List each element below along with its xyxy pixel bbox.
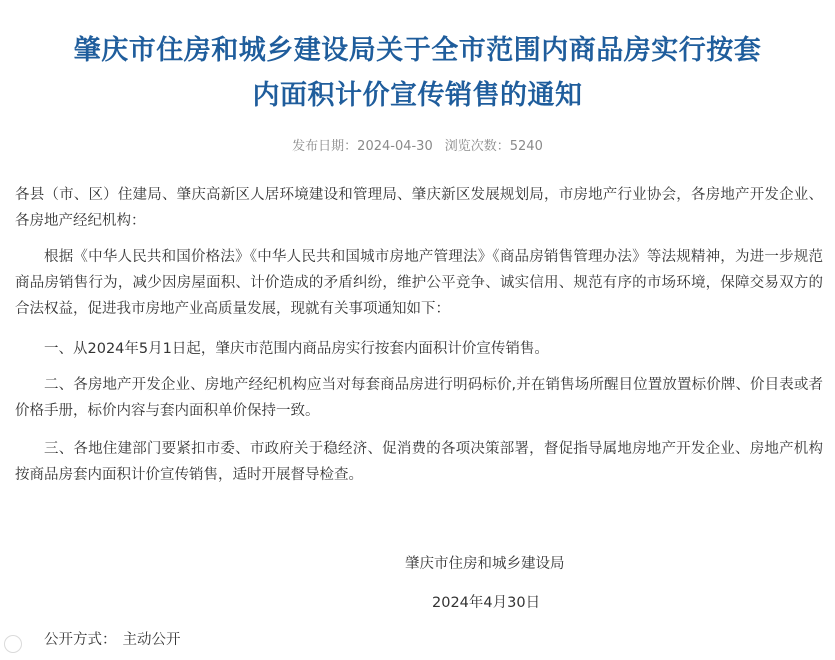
article-meta xyxy=(0,137,835,157)
article-title-line-1: 肇庆市住房和城乡建设局关于全市范围内商品房实行按套 xyxy=(73,35,762,66)
issue-date: 2024年4月30日 xyxy=(432,595,541,611)
issuer-signature: 肇庆市住房和城乡建设局 xyxy=(405,556,565,572)
disclosure-label: 公开方式： xyxy=(44,632,117,648)
article-title xyxy=(0,28,835,118)
view-count-value: 5240 xyxy=(509,139,543,154)
article-title-line-2: 内面积计价宣传销售的通知 xyxy=(252,80,583,111)
item-paragraph-2: 二、各房地产开发企业、房地产经纪机构应当对每套商品房进行明码标价,并在销售场所醒目位置放置标价牌、价目表或者价格手册，标价内容与套内面积单价保持一致。 xyxy=(15,377,823,419)
item-paragraph-1: 一、从2024年5月1日起，肇庆市范围内商品房实行按套内面积计价宣传销售。 xyxy=(44,341,549,357)
watermark-icon xyxy=(4,635,22,653)
recipients-paragraph: 各县（市、区）住建局、肇庆高新区人居环境建设和管理局、肇庆新区发展规划局，市房地产行业协会，各房地产开发企业、各房地产经纪机构： xyxy=(15,187,823,229)
publish-date-value: 2024-04-30 xyxy=(357,139,433,154)
item-paragraph-3: 三、各地住建部门要紧扣市委、市政府关于稳经济、促消费的各项决策部署，督促指导属地房地产开发企业、房地产机构按商品房套内面积计价宣传销售，适时开展督导检查。 xyxy=(15,441,823,483)
view-count-label: 浏览次数： xyxy=(444,139,510,154)
article-body xyxy=(15,182,823,488)
disclosure-line xyxy=(44,628,181,652)
publish-date-label: 发布日期： xyxy=(292,139,358,154)
disclosure-value: 主动公开 xyxy=(122,632,181,648)
intro-paragraph: 根据《中华人民共和国价格法》《中华人民共和国城市房地产管理法》《商品房销售管理办法》等法规精神，为进一步规范商品房销售行为，减少因房屋面积、计价造成的矛盾纠纷，维护公平竞争、诚实信用、规范有序的市场环境，保障交易双方的合法权益，促进我市房地产业高质量发展，现就有关事项通知如下： xyxy=(15,249,823,317)
